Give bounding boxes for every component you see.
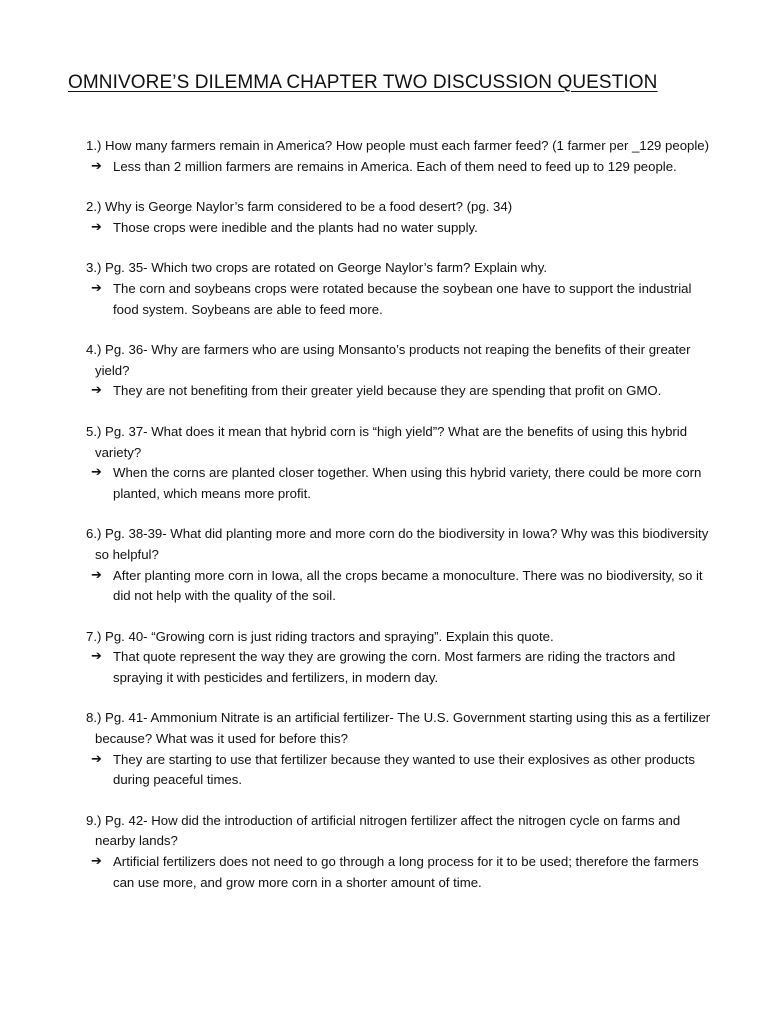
question-text	[86, 422, 716, 463]
question-text	[86, 708, 716, 749]
answer-block	[91, 566, 713, 607]
arrow-right-icon: ➔	[91, 751, 102, 767]
answer-block	[91, 852, 713, 893]
answer-9: Artificial fertilizers does not need to go through a long process for it to be used; therefore the farmers can use more, and grow more corn in a shorter amount of time.	[113, 854, 699, 890]
question-text	[86, 811, 716, 852]
qa-item-5	[0, 422, 768, 504]
answer-block	[91, 750, 713, 791]
answer-block	[91, 647, 713, 688]
question-text	[86, 627, 716, 648]
question-6: 6.) Pg. 38-39- What did planting more and more corn do the biodiversity in Iowa? Why was this biodiversity so helpful?	[86, 526, 709, 562]
qa-item-3	[0, 258, 768, 320]
arrow-right-icon: ➔	[91, 158, 102, 174]
qa-item-4	[0, 340, 768, 402]
arrow-right-icon: ➔	[91, 649, 102, 665]
question-text	[86, 258, 716, 279]
answer-block	[91, 279, 713, 320]
answer-8: They are starting to use that fertilizer because they wanted to use their explosives as other products during peaceful times.	[113, 751, 696, 788]
answer-7: That quote represent the way they are growing the corn. Most farmers are riding the tractors and spraying it with pesticides and fertilizers, in modern day.	[113, 649, 676, 685]
qa-item-6	[0, 524, 768, 606]
question-text	[86, 197, 716, 218]
question-7: 7.) Pg. 40- “Growing corn is just riding tractors and spraying”. Explain this quote.	[86, 628, 554, 644]
answer-3: The corn and soybeans crops were rotated because the soybean one have to support the industrial food system. Soybeans are able to feed more.	[113, 280, 692, 317]
question-text	[86, 340, 716, 381]
question-8: 8.) Pg. 41- Ammonium Nitrate is an artificial fertilizer- The U.S. Government starting using this as a fertilizer because? What was it used for before this?	[86, 710, 711, 747]
qa-item-9	[0, 811, 768, 893]
question-3: 3.) Pg. 35- Which two crops are rotated on George Naylor’s farm? Explain why.	[86, 260, 548, 276]
answer-block	[91, 218, 713, 239]
page-title: OMNIVORE’S DILEMMA CHAPTER TWO DISCUSSION QUESTION	[68, 72, 658, 93]
arrow-right-icon: ➔	[91, 465, 102, 481]
arrow-right-icon: ➔	[91, 567, 102, 583]
answer-block	[91, 157, 713, 178]
answer-5: When the corns are planted closer together. When using this hybrid variety, there could be more corn planted, which means more profit.	[113, 465, 702, 501]
answer-4: They are not benefiting from their greater yield because they are spending that profit on GMO.	[113, 383, 662, 399]
arrow-right-icon: ➔	[91, 854, 102, 870]
answer-block	[91, 381, 713, 402]
question-5: 5.) Pg. 37- What does it mean that hybrid corn is “high yield”? What are the benefits of using this hybrid variety?	[86, 423, 688, 460]
question-4: 4.) Pg. 36- Why are farmers who are using Monsanto’s products not reaping the benefits of their greater yield?	[86, 342, 691, 378]
answer-block	[91, 463, 713, 504]
question-text	[86, 136, 716, 157]
question-text	[86, 524, 716, 565]
answer-2: Those crops were inedible and the plants had no water supply.	[113, 219, 478, 235]
arrow-right-icon: ➔	[91, 219, 102, 235]
arrow-right-icon: ➔	[91, 280, 102, 296]
qa-item-2	[0, 197, 768, 238]
qa-item-7	[0, 627, 768, 689]
question-2: 2.) Why is George Naylor’s farm considered to be a food desert? (pg. 34)	[86, 199, 513, 215]
qa-item-8	[0, 708, 768, 790]
qa-item-1	[0, 136, 768, 177]
question-9: 9.) Pg. 42- How did the introduction of artificial nitrogen fertilizer affect the nitrogen cycle on farms and nearby lands?	[86, 812, 681, 849]
question-list	[0, 136, 768, 913]
answer-1: Less than 2 million farmers are remains in America. Each of them need to feed up to 129 people.	[113, 158, 677, 174]
arrow-right-icon: ➔	[91, 383, 102, 399]
answer-6: After planting more corn in Iowa, all the crops became a monoculture. There was no biodiversity, so it did not help with the quality of the soil.	[113, 567, 703, 604]
question-1: 1.) How many farmers remain in America? How people must each farmer feed? (1 farmer per _129 people)	[86, 138, 710, 153]
